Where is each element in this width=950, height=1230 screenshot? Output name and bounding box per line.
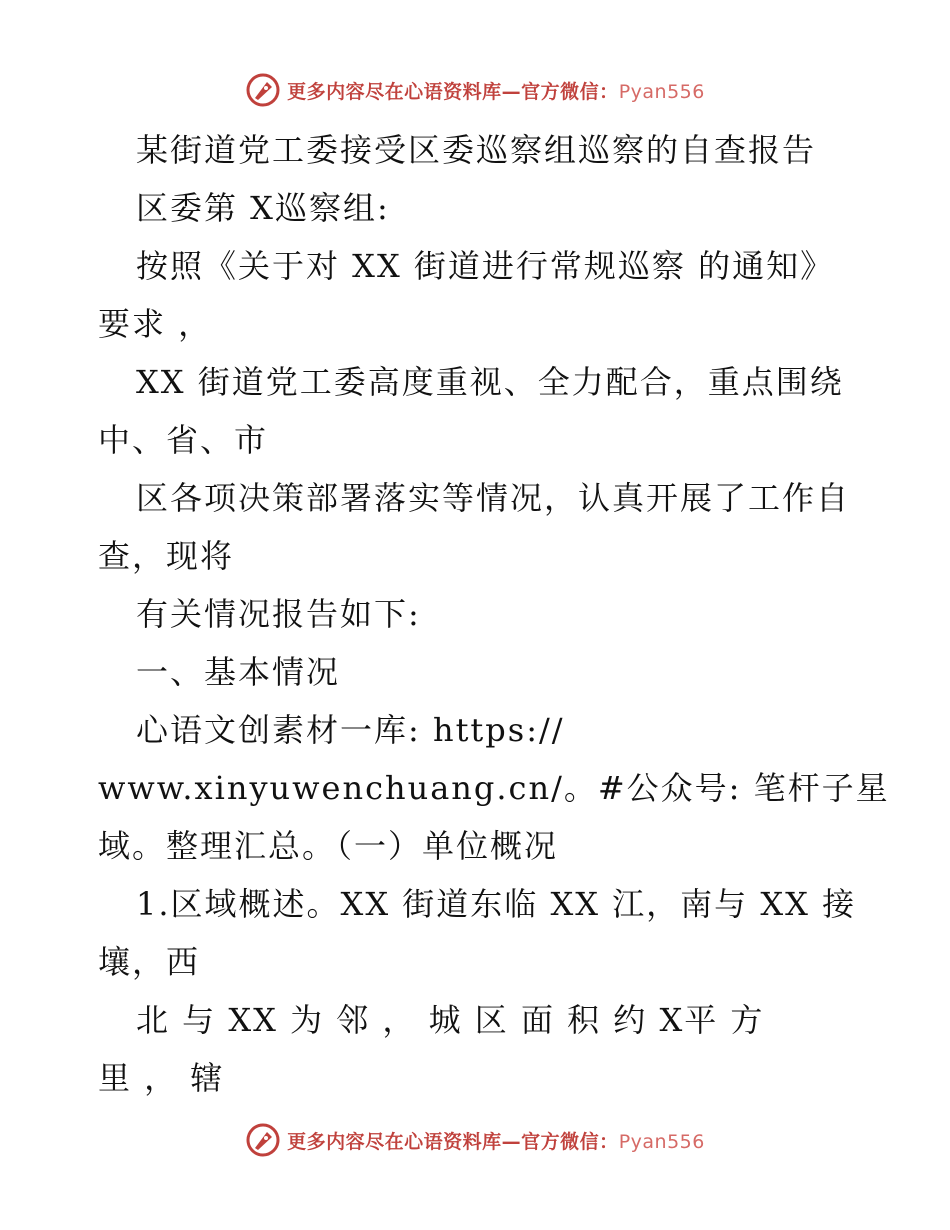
watermark-text [287, 1127, 705, 1154]
watermark-separator: — [501, 80, 522, 103]
watermark-separator: — [501, 1130, 522, 1153]
watermark-main: 更多内容尽在心语资料库 [287, 80, 502, 103]
text-line: XX 街道党工委高度重视、全力配合，重点围绕 [136, 363, 844, 401]
header-watermark [0, 68, 950, 112]
watermark-wechat-id: Pyan556 [618, 80, 705, 103]
footer-watermark [0, 1118, 950, 1162]
text-line: www.xinyuwenchuang.cn/。#公众号: 笔杆子星 [98, 769, 890, 807]
document-title: 某街道党工委接受区委巡察组巡察的自查报告 [136, 131, 817, 169]
section-heading: 一、基本情况 [136, 653, 341, 691]
watermark-wechat-id: Pyan556 [618, 1130, 705, 1153]
text-line: 北 与 XX 为 邻 ， 城 区 面 积 约 X平 方 [136, 1001, 765, 1039]
pen-nib-logo-icon [245, 1122, 281, 1158]
watermark-wechat-label: 官方微信： [521, 1130, 619, 1153]
text-line: 区委第 X巡察组: [136, 189, 390, 227]
text-line: 域。整理汇总。（一）单位概况 [98, 827, 559, 865]
text-line: 1.区域概述。XX 街道东临 XX 江，南与 XX 接 [136, 885, 857, 923]
text-line: 中、省、市 [98, 421, 269, 459]
text-line: 区各项决策部署落实等情况，认真开展了工作自 [136, 479, 851, 517]
text-line: 查，现将 [98, 537, 235, 575]
text-line: 有关情况报告如下: [136, 595, 421, 633]
text-line: 壤，西 [98, 943, 201, 981]
watermark-main: 更多内容尽在心语资料库 [287, 1130, 502, 1153]
text-line: 按照《关于对 XX 街道进行常规巡察 的通知》 [136, 247, 835, 285]
text-line: 里 ， 辖 [98, 1059, 225, 1097]
pen-nib-logo-icon [245, 72, 281, 108]
text-line: 要求 ， [98, 305, 213, 343]
text-line: 心语文创素材一库: https:// [136, 711, 565, 749]
watermark-wechat-label: 官方微信： [521, 80, 619, 103]
watermark-text [287, 77, 705, 104]
